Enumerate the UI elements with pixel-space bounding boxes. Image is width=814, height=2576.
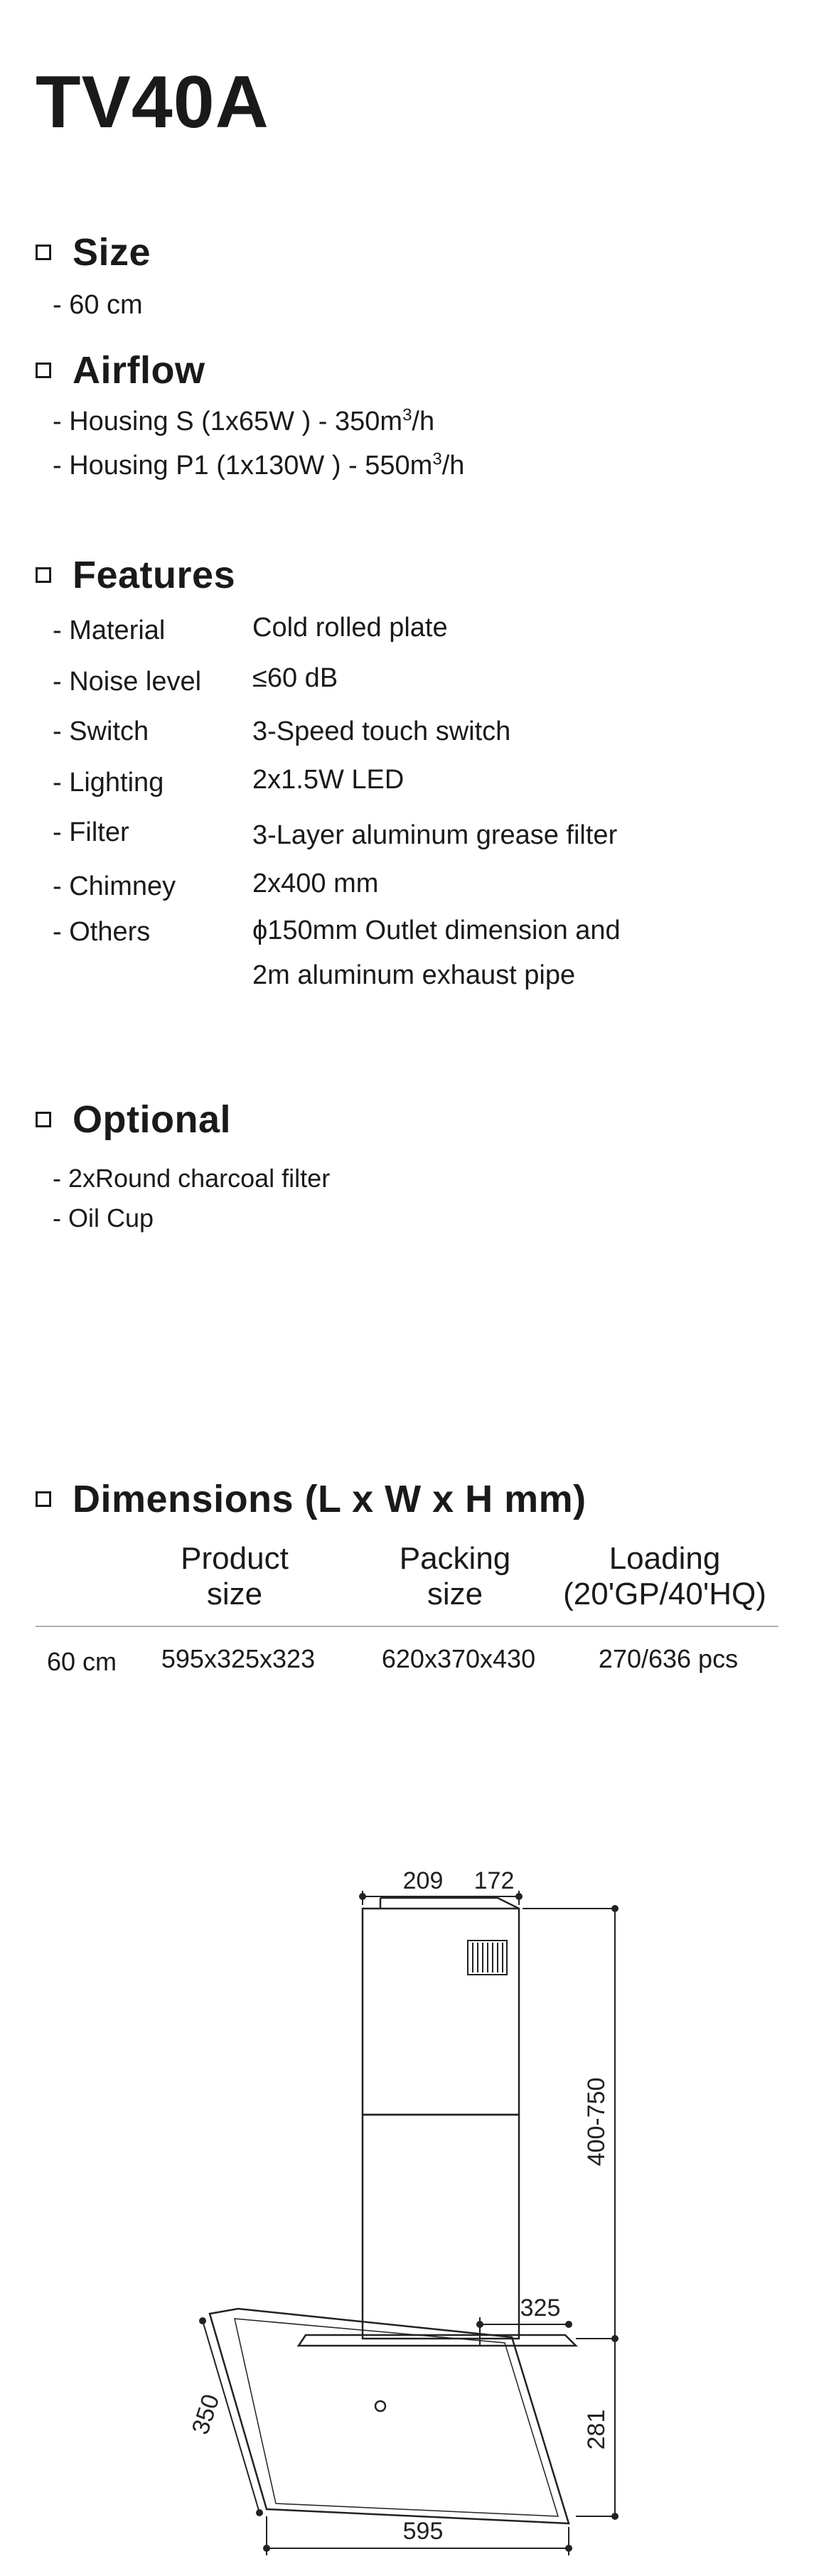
vent-grille [468, 1941, 507, 1975]
table-header-packing [377, 1541, 533, 1612]
table-divider [36, 1626, 778, 1627]
hood-dimension-drawing [0, 1848, 814, 2576]
chimney-upper-outline [363, 1898, 519, 2115]
table-cell-size: 60 cm [46, 1647, 117, 1676]
checkbox-square-icon [36, 363, 51, 378]
airflow-heading-label: Airflow [73, 349, 205, 392]
feature-value-filter: 3-Layer aluminum grease filter [252, 820, 618, 850]
feature-label-lighting: - Lighting [53, 768, 164, 798]
dim-label-hood-height: 281 [583, 2409, 610, 2450]
table-cell-packing: 620x370x430 [381, 1644, 536, 1673]
header-line: Loading [609, 1541, 721, 1576]
airflow-item-text: - Housing P1 (1x130W ) - 550m [53, 451, 433, 481]
checkbox-square-icon [36, 1112, 51, 1127]
feature-label-noise: - Noise level [53, 667, 202, 697]
features-heading-label: Features [73, 554, 236, 596]
touch-button-icon [375, 2401, 385, 2411]
dim-label-top-left: 209 [402, 1867, 444, 1894]
feature-value-lighting: 2x1.5W LED [252, 765, 405, 795]
checkbox-square-icon [36, 567, 51, 583]
features-heading [36, 556, 235, 594]
feature-value-others-2: 2m aluminum exhaust pipe [252, 960, 576, 990]
optional-item: - Oil Cup [53, 1203, 154, 1233]
size-heading [36, 233, 151, 272]
table-cell-product: 595x325x323 [161, 1644, 316, 1673]
feature-value-switch: 3-Speed touch switch [252, 717, 511, 746]
dim-label-top-right: 172 [473, 1867, 515, 1894]
optional-heading-label: Optional [73, 1098, 231, 1141]
feature-label-material: - Material [53, 616, 166, 645]
feature-value-others: ϕ150mm Outlet dimension and [252, 916, 621, 945]
airflow-item-sup: 3 [402, 405, 412, 425]
header-line: Packing [399, 1541, 511, 1576]
airflow-heading [36, 351, 205, 390]
table-header-loading [551, 1541, 778, 1612]
airflow-item-suffix: /h [441, 451, 465, 481]
hood-panel-inner [235, 2319, 558, 2516]
header-line: (20'GP/40'HQ) [563, 1577, 766, 1611]
feature-label-filter: - Filter [53, 817, 129, 847]
hood-panel-outer [210, 2309, 569, 2523]
feature-value-material: Cold rolled plate [252, 613, 448, 643]
header-line: size [206, 1577, 263, 1611]
airflow-item-housing-p1 [53, 449, 465, 481]
dim-label-width: 595 [402, 2518, 444, 2545]
size-item: - 60 cm [53, 290, 143, 320]
optional-heading [36, 1100, 231, 1139]
feature-label-chimney: - Chimney [53, 871, 176, 901]
airflow-item-sup: 3 [432, 449, 442, 469]
airflow-item-suffix: /h [412, 407, 435, 436]
feature-value-chimney: 2x400 mm [252, 869, 379, 898]
checkbox-square-icon [36, 245, 51, 260]
checkbox-square-icon [36, 1491, 51, 1507]
header-line: Product [181, 1541, 289, 1576]
size-heading-label: Size [73, 231, 151, 274]
dim-label-depth: 325 [520, 2295, 561, 2322]
airflow-item-housing-s [53, 405, 435, 436]
feature-label-others: - Others [53, 917, 151, 947]
product-title: TV40A [36, 61, 269, 144]
feature-value-noise: ≤60 dB [252, 663, 338, 693]
chimney-lower-outline [363, 2115, 519, 2339]
optional-item: - 2xRound charcoal filter [53, 1164, 331, 1193]
dimensions-heading-label: Dimensions (L x W x H mm) [73, 1478, 587, 1520]
airflow-item-text: - Housing S (1x65W ) - 350m [53, 407, 403, 436]
dimensions-heading [36, 1480, 587, 1518]
table-header-product [156, 1541, 313, 1612]
header-line: size [427, 1577, 483, 1611]
feature-label-switch: - Switch [53, 717, 149, 746]
table-cell-loading: 270/636 pcs [598, 1644, 739, 1673]
dim-label-side: 350 [186, 2390, 225, 2438]
dim-label-chimney-height: 400-750 [583, 2077, 610, 2167]
